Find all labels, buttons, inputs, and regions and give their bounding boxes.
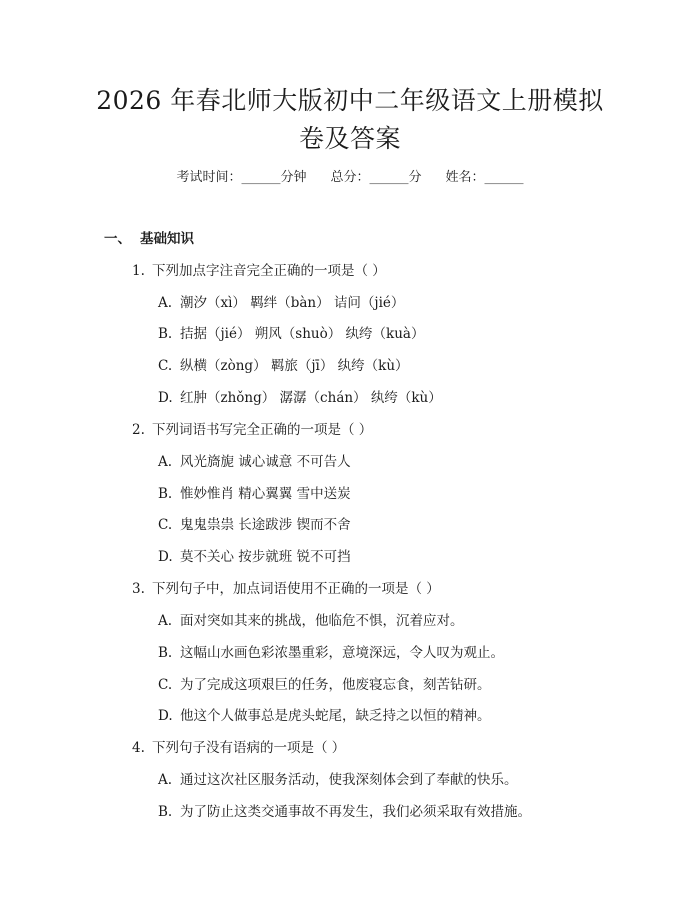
question-3-option-b — [158, 644, 504, 662]
option-text: 拮据（jié） 朔风（shuò） 纨绔（kuà） — [180, 326, 425, 342]
student-name-field: 姓名：______ — [445, 170, 524, 185]
question-4-option-a — [158, 771, 518, 789]
section-heading — [104, 230, 194, 248]
option-text: 鬼鬼祟祟 长途跋涉 锲而不舍 — [180, 517, 351, 533]
exam-time-field: 考试时间：______分钟 — [176, 170, 307, 185]
question-text: 下列词语书写完全正确的一项是（ ） — [152, 422, 373, 438]
option-text: 通过这次社区服务活动，使我深刻体会到了奉献的快乐。 — [180, 772, 518, 788]
total-score-field: 总分：______分 — [330, 170, 422, 185]
option-letter: B. — [158, 804, 173, 820]
question-3-option-d — [158, 707, 491, 725]
option-letter: C. — [158, 358, 173, 374]
option-letter: C. — [158, 677, 173, 693]
question-2-option-b — [158, 485, 351, 503]
question-number: 4. — [132, 740, 145, 756]
question-3-option-a — [158, 612, 464, 630]
option-text: 为了防止这类交通事故不再发生，我们必须采取有效措施。 — [180, 804, 531, 820]
section-title: 基础知识 — [140, 231, 194, 247]
question-number: 3. — [132, 581, 145, 597]
question-4 — [132, 739, 345, 757]
question-2-option-d — [158, 548, 351, 566]
question-1-option-b — [158, 325, 424, 343]
option-text: 红肿（zhǒng） 潺潺（chán） 纨绔（kù） — [180, 390, 442, 406]
question-3-option-c — [158, 676, 491, 694]
option-text: 纵横（zòng） 羁旅（jī） 纨绔（kù） — [180, 358, 409, 374]
option-letter: A. — [158, 454, 173, 470]
option-letter: C. — [158, 517, 173, 533]
document-title — [60, 82, 640, 158]
question-text: 下列加点字注音完全正确的一项是（ ） — [152, 263, 386, 279]
question-1-option-a — [158, 294, 404, 312]
option-letter: A. — [158, 295, 173, 311]
option-letter: D. — [158, 708, 173, 724]
option-letter: B. — [158, 326, 173, 342]
option-text: 这幅山水画色彩浓墨重彩，意境深远，令人叹为观止。 — [180, 645, 504, 661]
question-2-option-c — [158, 516, 351, 534]
option-letter: A. — [158, 613, 173, 629]
section-number: 一、 — [104, 231, 131, 247]
option-letter: D. — [158, 390, 173, 406]
option-letter: D. — [158, 549, 173, 565]
question-2-option-a — [158, 453, 351, 471]
option-letter: B. — [158, 645, 173, 661]
option-text: 面对突如其来的挑战，他临危不惧，沉着应对。 — [180, 613, 464, 629]
option-letter: B. — [158, 486, 173, 502]
question-4-option-b — [158, 803, 531, 821]
option-text: 为了完成这项艰巨的任务，他废寝忘食，刻苦钻研。 — [180, 677, 491, 693]
question-3 — [132, 580, 440, 598]
title-line-2: 卷及答案 — [298, 124, 401, 153]
option-text: 风光旖旎 诚心诚意 不可告人 — [180, 454, 351, 470]
question-number: 2. — [132, 422, 145, 438]
option-text: 他这个人做事总是虎头蛇尾，缺乏持之以恒的精神。 — [180, 708, 491, 724]
question-1 — [132, 262, 386, 280]
question-text: 下列句子没有语病的一项是（ ） — [152, 740, 346, 756]
question-2 — [132, 421, 372, 439]
question-1-option-d — [158, 389, 442, 407]
exam-info-row — [0, 169, 700, 187]
option-text: 惟妙惟肖 精心翼翼 雪中送炭 — [180, 486, 351, 502]
title-line-1: 2026 年春北师大版初中二年级语文上册模拟 — [96, 86, 604, 115]
question-1-option-c — [158, 357, 409, 375]
option-text: 莫不关心 按步就班 锐不可挡 — [180, 549, 351, 565]
option-letter: A. — [158, 772, 173, 788]
question-text: 下列句子中，加点词语使用不正确的一项是（ ） — [152, 581, 440, 597]
question-number: 1. — [132, 263, 145, 279]
option-text: 潮汐（xì） 羁绊（bàn） 诘问（jié） — [180, 295, 405, 311]
